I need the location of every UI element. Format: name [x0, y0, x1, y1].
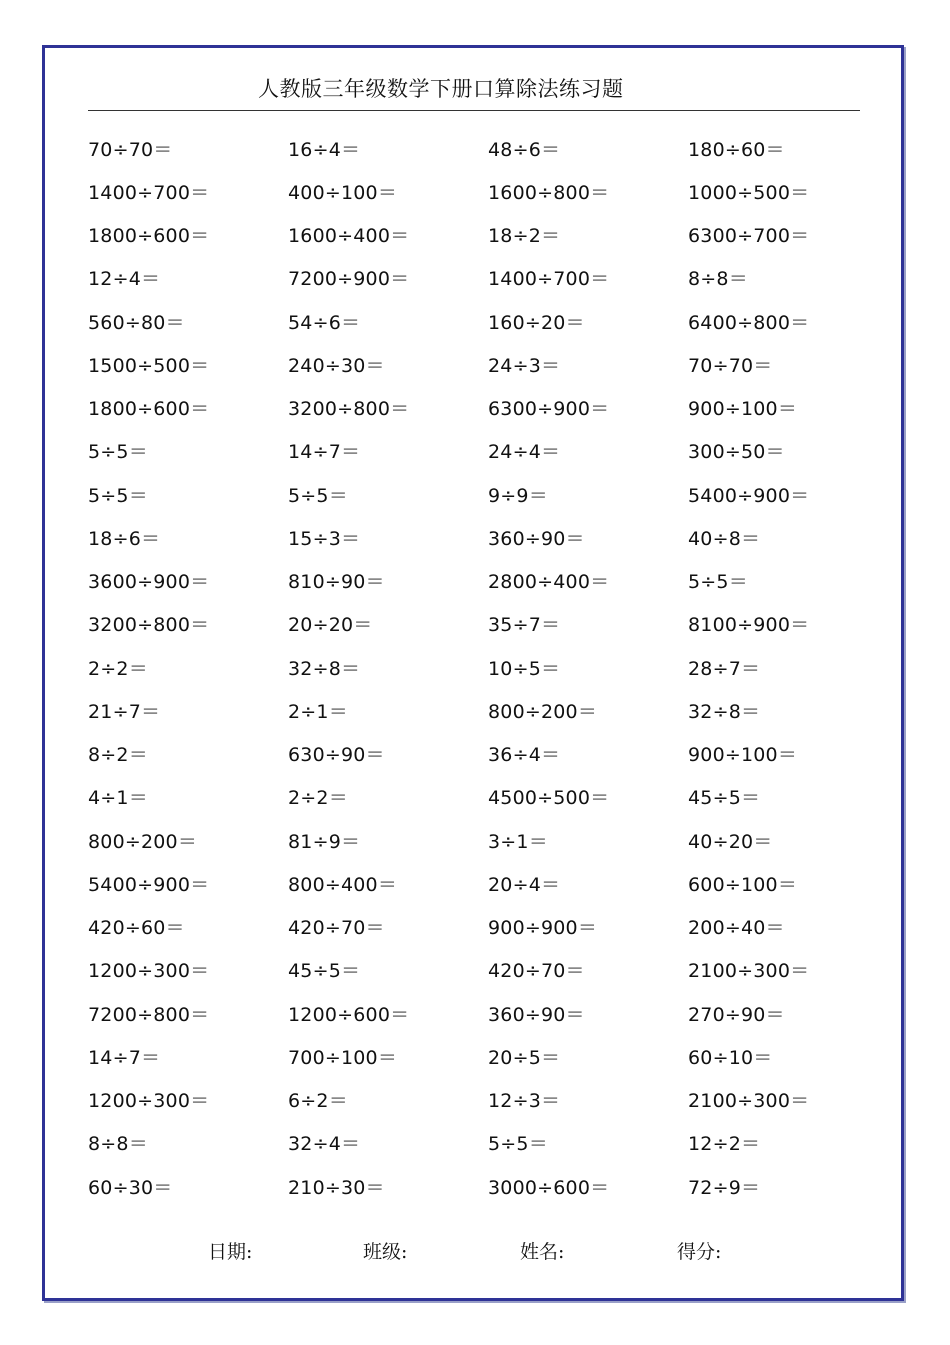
division-problem: 32÷8＝ — [288, 657, 361, 680]
division-problem: 70÷70＝ — [88, 138, 173, 161]
division-problem: 6300÷700＝ — [688, 225, 810, 248]
division-problem: 32÷4＝ — [288, 1133, 361, 1156]
division-problem: 5400÷900＝ — [688, 484, 810, 507]
problem-row — [88, 171, 888, 214]
division-problem: 8÷8＝ — [88, 1133, 148, 1156]
problem-row — [88, 647, 888, 690]
division-problem: 9÷9＝ — [488, 484, 548, 507]
division-problem: 4÷1＝ — [88, 787, 148, 810]
division-problem: 1800÷600＝ — [88, 398, 210, 421]
division-problem: 3÷1＝ — [488, 830, 548, 853]
division-problem: 8÷8＝ — [688, 268, 748, 291]
division-problem: 8÷2＝ — [88, 744, 148, 767]
problem-row — [88, 344, 888, 387]
problem-row — [88, 128, 888, 171]
division-problem: 1200÷300＝ — [88, 960, 210, 983]
problem-row — [88, 820, 888, 863]
division-problem: 1400÷700＝ — [488, 268, 610, 291]
division-problem: 5400÷900＝ — [88, 873, 210, 896]
division-problem: 60÷30＝ — [88, 1176, 173, 1199]
division-problem: 900÷900＝ — [488, 917, 598, 940]
division-problem: 360÷90＝ — [488, 527, 585, 550]
division-problem: 1600÷400＝ — [288, 225, 410, 248]
division-problem: 1400÷700＝ — [88, 181, 210, 204]
division-problem: 2800÷400＝ — [488, 571, 610, 594]
division-problem: 20÷5＝ — [488, 1046, 561, 1069]
division-problem: 21÷7＝ — [88, 700, 161, 723]
division-problem: 10÷5＝ — [488, 657, 561, 680]
division-problem: 5÷5＝ — [88, 484, 148, 507]
problem-row — [88, 993, 888, 1036]
division-problem: 800÷200＝ — [488, 700, 598, 723]
division-problem: 700÷100＝ — [288, 1046, 398, 1069]
division-problem: 400÷100＝ — [288, 181, 398, 204]
division-problem: 45÷5＝ — [288, 960, 361, 983]
problem-row — [88, 301, 888, 344]
division-problem: 2÷2＝ — [288, 787, 348, 810]
division-problem: 15÷3＝ — [288, 527, 361, 550]
problem-row — [88, 863, 888, 906]
division-problem: 60÷10＝ — [688, 1046, 773, 1069]
problem-row — [88, 388, 888, 431]
problem-row — [88, 950, 888, 993]
footer — [0, 1236, 950, 1268]
division-problem: 2÷1＝ — [288, 700, 348, 723]
problem-row — [88, 517, 888, 560]
division-problem: 45÷5＝ — [688, 787, 761, 810]
division-problem: 3600÷900＝ — [88, 571, 210, 594]
division-problem: 36÷4＝ — [488, 744, 561, 767]
score-label: 得分: — [677, 1241, 722, 1263]
division-problem: 7200÷900＝ — [288, 268, 410, 291]
division-problem: 32÷8＝ — [688, 700, 761, 723]
division-problem: 40÷8＝ — [688, 527, 761, 550]
division-problem: 12÷2＝ — [688, 1133, 761, 1156]
division-problem: 16÷4＝ — [288, 138, 361, 161]
problem-row — [88, 777, 888, 820]
worksheet-title: 人教版三年级数学下册口算除法练习题 — [258, 77, 624, 101]
division-problem: 210÷30＝ — [288, 1176, 385, 1199]
division-problem: 35÷7＝ — [488, 614, 561, 637]
division-problem: 630÷90＝ — [288, 744, 385, 767]
division-problem: 200÷40＝ — [688, 917, 785, 940]
division-problem: 6300÷900＝ — [488, 398, 610, 421]
division-problem: 1200÷600＝ — [288, 1003, 410, 1026]
problem-row — [88, 431, 888, 474]
division-problem: 800÷200＝ — [88, 830, 198, 853]
division-problem: 24÷4＝ — [488, 441, 561, 464]
division-problem: 160÷20＝ — [488, 311, 585, 334]
division-problem: 2÷2＝ — [88, 657, 148, 680]
division-problem: 20÷20＝ — [288, 614, 373, 637]
date-label: 日期: — [208, 1241, 253, 1263]
division-problem: 900÷100＝ — [688, 398, 798, 421]
division-problem: 810÷90＝ — [288, 571, 385, 594]
division-problem: 560÷80＝ — [88, 311, 185, 334]
problem-row — [88, 1166, 888, 1209]
division-problem: 18÷2＝ — [488, 225, 561, 248]
problem-row — [88, 907, 888, 950]
division-problem: 3200÷800＝ — [288, 398, 410, 421]
division-problem: 5÷5＝ — [88, 441, 148, 464]
division-problem: 12÷4＝ — [88, 268, 161, 291]
division-problem: 14÷7＝ — [288, 441, 361, 464]
division-problem: 240÷30＝ — [288, 354, 385, 377]
division-problem: 6400÷800＝ — [688, 311, 810, 334]
division-problem: 3000÷600＝ — [488, 1176, 610, 1199]
division-problem: 72÷9＝ — [688, 1176, 761, 1199]
division-problem: 14÷7＝ — [88, 1046, 161, 1069]
division-problem: 420÷60＝ — [88, 917, 185, 940]
division-problem: 420÷70＝ — [288, 917, 385, 940]
division-problem: 5÷5＝ — [288, 484, 348, 507]
problem-row — [88, 690, 888, 733]
division-problem: 8100÷900＝ — [688, 614, 810, 637]
division-problem: 7200÷800＝ — [88, 1003, 210, 1026]
problem-row — [88, 258, 888, 301]
division-problem: 600÷100＝ — [688, 873, 798, 896]
division-problem: 70÷70＝ — [688, 354, 773, 377]
problem-row — [88, 215, 888, 258]
class-label: 班级: — [363, 1241, 408, 1263]
division-problem: 2100÷300＝ — [688, 960, 810, 983]
problem-row — [88, 604, 888, 647]
division-problem: 2100÷300＝ — [688, 1090, 810, 1113]
division-problem: 1500÷500＝ — [88, 354, 210, 377]
division-problem: 18÷6＝ — [88, 527, 161, 550]
division-problem: 81÷9＝ — [288, 830, 361, 853]
division-problem: 1800÷600＝ — [88, 225, 210, 248]
problem-row — [88, 734, 888, 777]
division-problem: 54÷6＝ — [288, 311, 361, 334]
division-problem: 40÷20＝ — [688, 830, 773, 853]
division-problem: 3200÷800＝ — [88, 614, 210, 637]
division-problem: 1600÷800＝ — [488, 181, 610, 204]
problem-row — [88, 561, 888, 604]
division-problem: 12÷3＝ — [488, 1090, 561, 1113]
division-problem: 360÷90＝ — [488, 1003, 585, 1026]
division-problem: 6÷2＝ — [288, 1090, 348, 1113]
name-label: 姓名: — [520, 1241, 565, 1263]
problem-grid — [88, 128, 888, 1209]
division-problem: 28÷7＝ — [688, 657, 761, 680]
division-problem: 270÷90＝ — [688, 1003, 785, 1026]
title-underline — [88, 110, 860, 111]
division-problem: 420÷70＝ — [488, 960, 585, 983]
division-problem: 900÷100＝ — [688, 744, 798, 767]
problem-row — [88, 1123, 888, 1166]
problem-row — [88, 474, 888, 517]
problem-row — [88, 1080, 888, 1123]
division-problem: 4500÷500＝ — [488, 787, 610, 810]
division-problem: 1000÷500＝ — [688, 181, 810, 204]
division-problem: 48÷6＝ — [488, 138, 561, 161]
division-problem: 1200÷300＝ — [88, 1090, 210, 1113]
division-problem: 800÷400＝ — [288, 873, 398, 896]
division-problem: 5÷5＝ — [688, 571, 748, 594]
division-problem: 20÷4＝ — [488, 873, 561, 896]
problem-row — [88, 1036, 888, 1079]
division-problem: 5÷5＝ — [488, 1133, 548, 1156]
division-problem: 300÷50＝ — [688, 441, 785, 464]
division-problem: 24÷3＝ — [488, 354, 561, 377]
division-problem: 180÷60＝ — [688, 138, 785, 161]
